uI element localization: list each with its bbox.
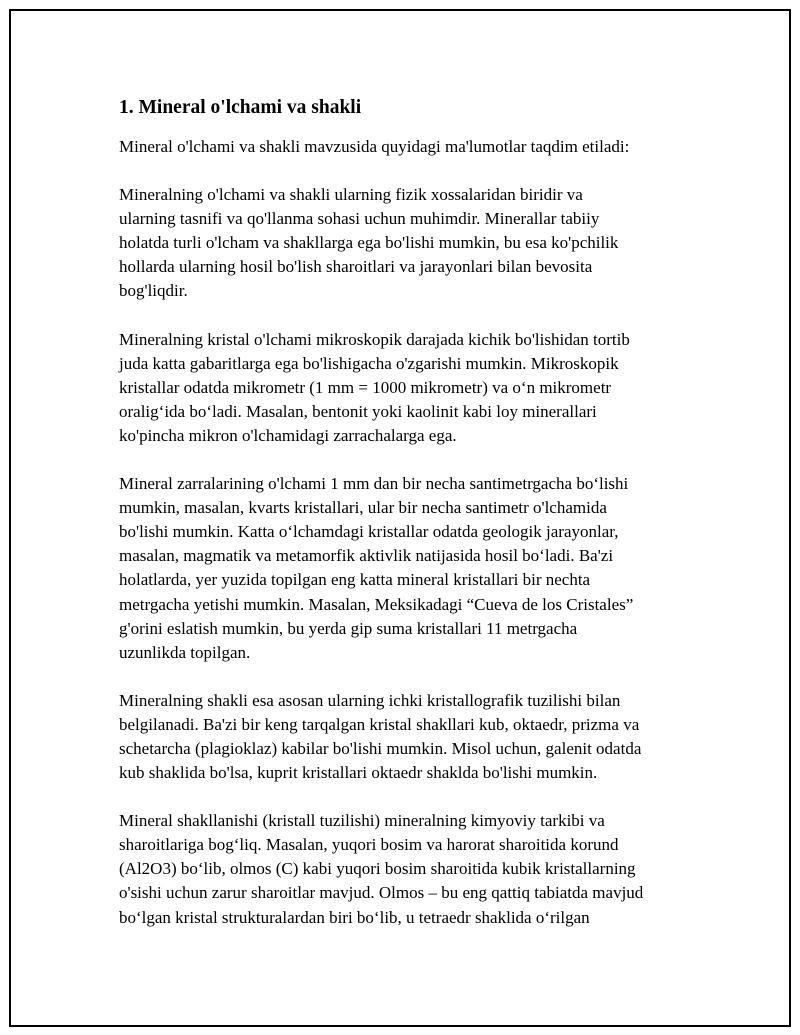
text-line: metrgacha yetishi mumkin. Masalan, Meksikadagi “Cueva de los Cristales” [119,594,634,614]
paragraph-crystal-formation [119,809,694,929]
text-line: Mineral shakllanishi (kristall tuzilishi) mineralning kimyoviy tarkibi va [119,811,605,831]
text-line: oralig‘ida bo‘ladi. Masalan, bentonit yoki kaolinit kabi loy minerallari [119,401,597,421]
text-line: bo‘lgan kristal strukturalardan biri bo‘lib, u tetraedr shaklida o‘rilgan [119,907,590,927]
paragraph-crystal-size [119,328,694,448]
text-line: Mineralning o'lchami va shakli ularning fizik xossalaridan biridir va [119,185,583,205]
text-line: ularning tasnifi va qo'llanma sohasi uchun muhimdir. Minerallar tabiiy [119,209,600,229]
text-line: g'orini eslatish mumkin, bu yerda gip suma kristallari 11 metrgacha [119,618,578,638]
text-line: juda katta gabaritlarga ega bo'lishigacha o'zgarishi mumkin. Mikroskopik [119,353,619,373]
text-line: Mineral zarralarining o'lchami 1 mm dan bir necha santimetrgacha bo‘lishi [119,474,629,494]
text-line: bo'lishi mumkin. Katta o‘lchamdagi kristallar odatda geologik jarayonlar, [119,522,619,542]
text-line: hollarda ularning hosil bo'lish sharoitlari va jarayonlari bilan bevosita [119,257,593,277]
text-line: schetarcha (plagioklaz) kabilar bo'lishi mumkin. Misol uchun, galenit odatda [119,738,642,758]
document-page [9,9,791,1027]
text-line: uzunlikda topilgan. [119,642,251,662]
text-line: Mineralning shakli esa asosan ularning ichki kristallografik tuzilishi bilan [119,690,621,710]
text-line: holatda turli o'lcham va shakllarga ega bo'lishi mumkin, bu esa ko'pchilik [119,233,619,253]
text-line: o'sishi uchun zarur sharoitlar mavjud. Olmos – bu eng qattiq tabiatda mavjud [119,883,644,903]
text-line: sharoitlariga bog‘liq. Masalan, yuqori bosim va harorat sharoitida korund [119,835,619,855]
paragraph-mineral-shape [119,689,694,785]
text-line: mumkin, masalan, kvarts kristallari, ular bir necha santimetr o'lchamida [119,498,607,518]
text-line: kub shaklida bo'lsa, kuprit kristallari oktaedr shaklda bo'lishi mumkin. [119,763,598,783]
intro-paragraph: Mineral o'lchami va shakli mavzusida quyidagi ma'lumotlar taqdim etiladi: [119,137,630,156]
text-line: kristallar odatda mikrometr (1 mm = 1000 mikrometr) va o‘n mikrometr [119,377,612,397]
text-line: holatlarda, yer yuzida topilgan eng katta mineral kristallari bir nechta [119,570,591,590]
text-line: (Al2O3) bo‘lib, olmos (C) kabi yuqori bosim sharoitida kubik kristallarning [119,859,636,879]
paragraph-particle-size [119,472,694,665]
text-line: masalan, magmatik va metamorfik aktivlik natijasida hosil bo‘ladi. Ba'zi [119,546,614,566]
section-heading: 1. Mineral o'lchami va shakli [119,97,362,118]
text-line: ko'pincha mikron o'lchamidagi zarrachalarga ega. [119,425,457,445]
paragraph-size-shape-overview [119,183,694,303]
text-line: bog'liqdir. [119,281,188,301]
text-line: Mineralning kristal o'lchami mikroskopik darajada kichik bo'lishidan tortib [119,329,630,349]
document-content [119,94,694,930]
text-line: belgilanadi. Ba'zi bir keng tarqalgan kristal shakllari kub, oktaedr, prizma va [119,714,640,734]
